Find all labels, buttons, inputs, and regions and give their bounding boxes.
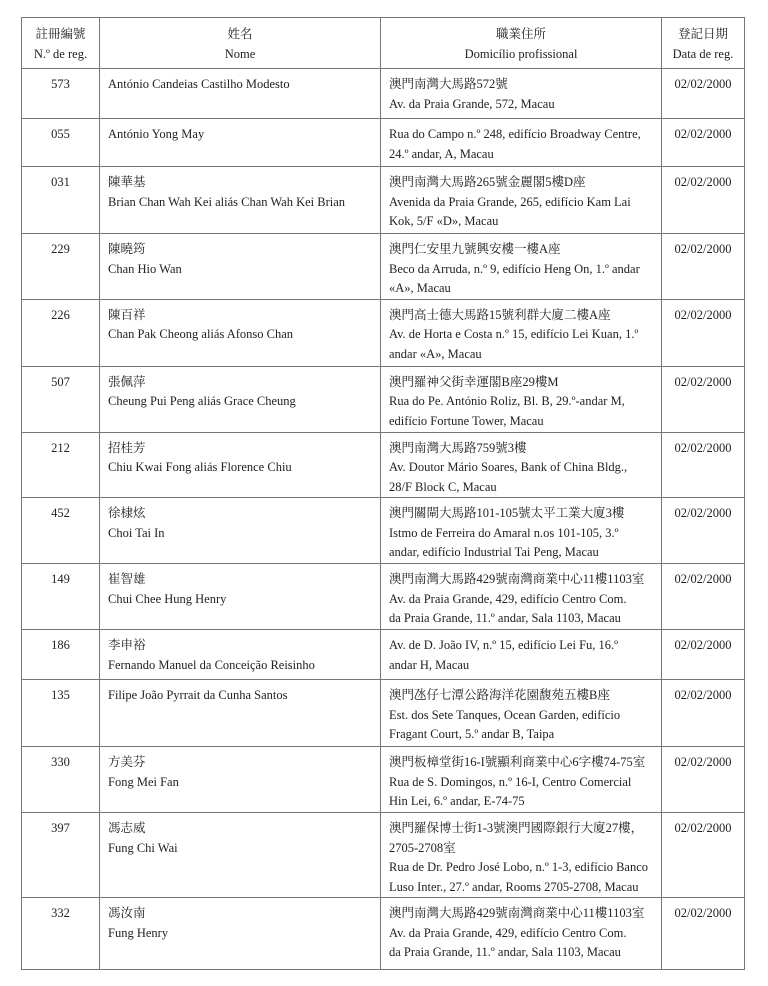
header-row <box>22 18 745 69</box>
address-line: Hin Lei, 6.º andar, E-74-75 <box>389 794 525 808</box>
address-line: Avenida da Praia Grande, 265, edifício Kam Lai <box>389 194 631 209</box>
name-cell <box>100 564 381 630</box>
reg-number-cell <box>22 898 100 970</box>
address-line: Istmo de Ferreira do Amaral n.os 101-105, 3.º <box>389 525 619 540</box>
reg-number-cell <box>22 747 100 813</box>
address-cell <box>381 69 662 119</box>
registration-date: 02/02/2000 <box>674 77 732 91</box>
reg-number: 229 <box>51 242 70 256</box>
table-row <box>22 564 745 630</box>
reg-number-cell <box>22 498 100 564</box>
reg-number: 149 <box>51 572 70 586</box>
address-line: Rua do Campo n.º 248, edifício Broadway Centre, <box>389 127 641 141</box>
name-line: Fung Chi Wai <box>108 840 178 855</box>
address-line: da Praia Grande, 11.º andar, Sala 1103, Macau <box>389 611 621 625</box>
name-line: 陳曉筠 <box>108 242 146 256</box>
name-line: Fung Henry <box>108 925 169 940</box>
name-line: 馮志威 <box>108 821 146 835</box>
name-cell <box>100 69 381 119</box>
table-row <box>22 680 745 747</box>
address-cell <box>381 898 662 970</box>
reg-number: 332 <box>51 906 70 920</box>
address-line: 澳門高士德大馬路15號利群大廈二樓A座 <box>389 307 611 322</box>
name-cell <box>100 630 381 680</box>
date-cell <box>662 69 745 119</box>
table-row <box>22 119 745 167</box>
address-line: Av. Doutor Mário Soares, Bank of China Bldg., <box>389 460 628 474</box>
address-line: 澳門南灣大馬路572號 <box>389 77 508 91</box>
name-line: 馮汝南 <box>108 906 146 920</box>
name-line: Brian Chan Wah Kei aliás Chan Wah Kei Brian <box>108 194 346 209</box>
reg-number: 452 <box>51 506 70 520</box>
name-line: Choi Tai In <box>108 525 165 540</box>
address-cell <box>381 119 662 167</box>
header-label-zh: 職業住所 <box>495 27 546 41</box>
address-cell <box>381 432 662 498</box>
address-cell <box>381 366 662 432</box>
header-label-pt: Nome <box>224 47 256 61</box>
name-cell <box>100 234 381 300</box>
reg-number: 212 <box>51 440 70 455</box>
address-line: Rua do Pe. António Roliz, Bl. B, 29.º-andar M, <box>389 394 625 408</box>
name-line: 張佩萍 <box>108 374 146 389</box>
reg-number: 573 <box>51 77 70 91</box>
reg-number-cell <box>22 234 100 300</box>
name-line: 方美芬 <box>108 755 146 769</box>
table-row <box>22 747 745 813</box>
address-line: Beco da Arruda, n.º 9, edifício Heng On, 1.º andar <box>389 261 640 276</box>
address-line: Av. da Praia Grande, 429, edifício Centro Com. <box>389 925 627 940</box>
table-row <box>22 630 745 680</box>
address-line: Est. dos Sete Tanques, Ocean Garden, edifício <box>389 707 621 722</box>
address-line: 澳門羅神父街幸運閣B座29樓M <box>389 374 559 389</box>
reg-number-cell <box>22 167 100 234</box>
address-line: 澳門南灣大馬路265號金麗閣5樓D座 <box>389 175 586 189</box>
table-row <box>22 234 745 300</box>
name-cell <box>100 498 381 564</box>
address-cell <box>381 564 662 630</box>
date-cell <box>662 432 745 498</box>
address-line: Rua de S. Domingos, n.º 16-I, Centro Comercial <box>389 774 632 789</box>
reg-number-cell <box>22 299 100 366</box>
registration-date: 02/02/2000 <box>674 821 732 835</box>
reg-number: 135 <box>51 688 70 702</box>
reg-number-cell <box>22 680 100 747</box>
table-row <box>22 69 745 119</box>
address-cell <box>381 234 662 300</box>
header-label-pt: Domicílio profissional <box>464 47 578 61</box>
registry-table <box>21 17 745 970</box>
address-line: Av. de D. João IV, n.º 15, edifício Lei Fu, 16.º <box>389 638 619 652</box>
name-cell <box>100 167 381 234</box>
name-line: Chui Chee Hung Henry <box>108 591 227 606</box>
name-line: António Yong May <box>108 127 205 141</box>
address-line: 澳門仁安里九號興安樓一樓A座 <box>389 242 561 256</box>
address-line: Luso Inter., 27.º andar, Rooms 2705-2708, Macau <box>389 879 639 894</box>
address-line: 澳門南灣大馬路759號3樓 <box>389 440 527 455</box>
date-cell <box>662 680 745 747</box>
reg-number: 330 <box>51 755 70 769</box>
address-line: edifício Fortune Tower, Macau <box>389 413 544 428</box>
reg-number: 186 <box>51 638 70 652</box>
registration-date: 02/02/2000 <box>674 906 732 920</box>
table-row <box>22 498 745 564</box>
registration-date: 02/02/2000 <box>674 688 732 702</box>
reg-number-cell <box>22 69 100 119</box>
name-line: Chan Hio Wan <box>108 261 182 276</box>
registration-date: 02/02/2000 <box>674 440 732 455</box>
name-line: 李申裕 <box>108 638 146 652</box>
name-line: Fong Mei Fan <box>108 774 179 789</box>
header-date <box>662 18 745 69</box>
name-cell <box>100 813 381 898</box>
address-line: 澳門板樟堂街16-I號顯利商業中心6字樓74-75室 <box>389 755 646 769</box>
registration-date: 02/02/2000 <box>674 506 732 520</box>
address-line: 澳門南灣大馬路429號南灣商業中心11樓1103室 <box>389 572 645 586</box>
date-cell <box>662 366 745 432</box>
registration-date: 02/02/2000 <box>674 175 732 189</box>
name-cell <box>100 299 381 366</box>
date-cell <box>662 299 745 366</box>
header-label-pt: Data de reg. <box>672 47 734 61</box>
reg-number: 226 <box>51 307 70 322</box>
address-cell <box>381 630 662 680</box>
address-line: 澳門羅保博士街1-3號澳門國際銀行大廈27樓， <box>389 821 644 835</box>
table-row <box>22 813 745 898</box>
name-cell <box>100 898 381 970</box>
name-cell <box>100 747 381 813</box>
address-cell <box>381 498 662 564</box>
name-cell <box>100 432 381 498</box>
name-line: 陳華基 <box>108 175 146 189</box>
name-cell <box>100 119 381 167</box>
reg-number-cell <box>22 432 100 498</box>
address-line: Kok, 5/F «D», Macau <box>389 214 499 228</box>
registration-date: 02/02/2000 <box>674 127 732 141</box>
address-line: 2705-2708室 <box>389 840 456 855</box>
address-line: 澳門關閘大馬路101-105號太平工業大廈3樓 <box>389 506 625 520</box>
address-line: 28/F Block C, Macau <box>389 479 497 494</box>
reg-number-cell <box>22 630 100 680</box>
reg-number: 397 <box>51 821 70 835</box>
registration-date: 02/02/2000 <box>674 638 732 652</box>
header-reg-number <box>22 18 100 69</box>
name-line: António Candeias Castilho Modesto <box>108 77 290 91</box>
header-label-zh: 姓名 <box>227 27 253 41</box>
header-address <box>381 18 662 69</box>
date-cell <box>662 898 745 970</box>
address-line: andar «A», Macau <box>389 346 482 361</box>
address-line: Av. da Praia Grande, 429, edifício Centro Com. <box>389 591 627 606</box>
reg-number: 055 <box>51 127 70 141</box>
name-cell <box>100 680 381 747</box>
name-line: 陳百祥 <box>108 307 146 322</box>
date-cell <box>662 564 745 630</box>
table-row <box>22 432 745 498</box>
header-label-pt: N.º de reg. <box>33 47 88 61</box>
address-line: da Praia Grande, 11.º andar, Sala 1103, Macau <box>389 945 621 959</box>
name-line: Filipe João Pyrrait da Cunha Santos <box>108 688 288 702</box>
registration-date: 02/02/2000 <box>674 374 732 389</box>
date-cell <box>662 630 745 680</box>
address-line: andar H, Macau <box>389 657 470 672</box>
address-line: 澳門南灣大馬路429號南灣商業中心11樓1103室 <box>389 906 645 920</box>
table-row <box>22 898 745 970</box>
table-row <box>22 299 745 366</box>
name-line: Cheung Pui Peng aliás Grace Cheung <box>108 394 296 408</box>
registration-date: 02/02/2000 <box>674 755 732 769</box>
reg-number-cell <box>22 119 100 167</box>
reg-number-cell <box>22 813 100 898</box>
reg-number-cell <box>22 564 100 630</box>
reg-number-cell <box>22 366 100 432</box>
header-label-zh: 登記日期 <box>677 27 728 41</box>
address-cell <box>381 747 662 813</box>
address-line: Av. da Praia Grande, 572, Macau <box>389 96 555 111</box>
address-line: Fragant Court, 5.º andar B, Taipa <box>389 727 555 741</box>
name-line: 招桂芳 <box>108 440 146 455</box>
registration-date: 02/02/2000 <box>674 242 732 256</box>
registration-date: 02/02/2000 <box>674 572 732 586</box>
name-line: Chiu Kwai Fong aliás Florence Chiu <box>108 460 292 474</box>
table-row <box>22 167 745 234</box>
date-cell <box>662 498 745 564</box>
address-line: «A», Macau <box>389 281 451 295</box>
address-line: 澳門氹仔七潭公路海洋花園馥苑五樓B座 <box>389 688 610 702</box>
date-cell <box>662 234 745 300</box>
name-line: 徐棣炫 <box>108 506 146 520</box>
date-cell <box>662 813 745 898</box>
reg-number: 031 <box>51 175 70 189</box>
address-line: Rua de Dr. Pedro José Lobo, n.º 1-3, edifício Banco <box>389 860 649 874</box>
address-cell <box>381 813 662 898</box>
address-cell <box>381 167 662 234</box>
date-cell <box>662 747 745 813</box>
registration-date: 02/02/2000 <box>674 307 732 322</box>
address-line: 24.º andar, A, Macau <box>389 146 494 161</box>
name-line: 崔智雄 <box>108 572 146 586</box>
name-cell <box>100 366 381 432</box>
header-label-zh: 註冊編號 <box>35 27 86 41</box>
header-name <box>100 18 381 69</box>
address-cell <box>381 299 662 366</box>
table-row <box>22 366 745 432</box>
address-cell <box>381 680 662 747</box>
name-line: Fernando Manuel da Conceição Reisinho <box>108 657 315 672</box>
name-line: Chan Pak Cheong aliás Afonso Chan <box>108 327 294 341</box>
address-line: Av. de Horta e Costa n.º 15, edifício Lei Kuan, 1.º <box>389 327 639 341</box>
date-cell <box>662 167 745 234</box>
address-line: andar, edifício Industrial Tai Peng, Macau <box>389 545 599 559</box>
date-cell <box>662 119 745 167</box>
reg-number: 507 <box>51 374 70 389</box>
